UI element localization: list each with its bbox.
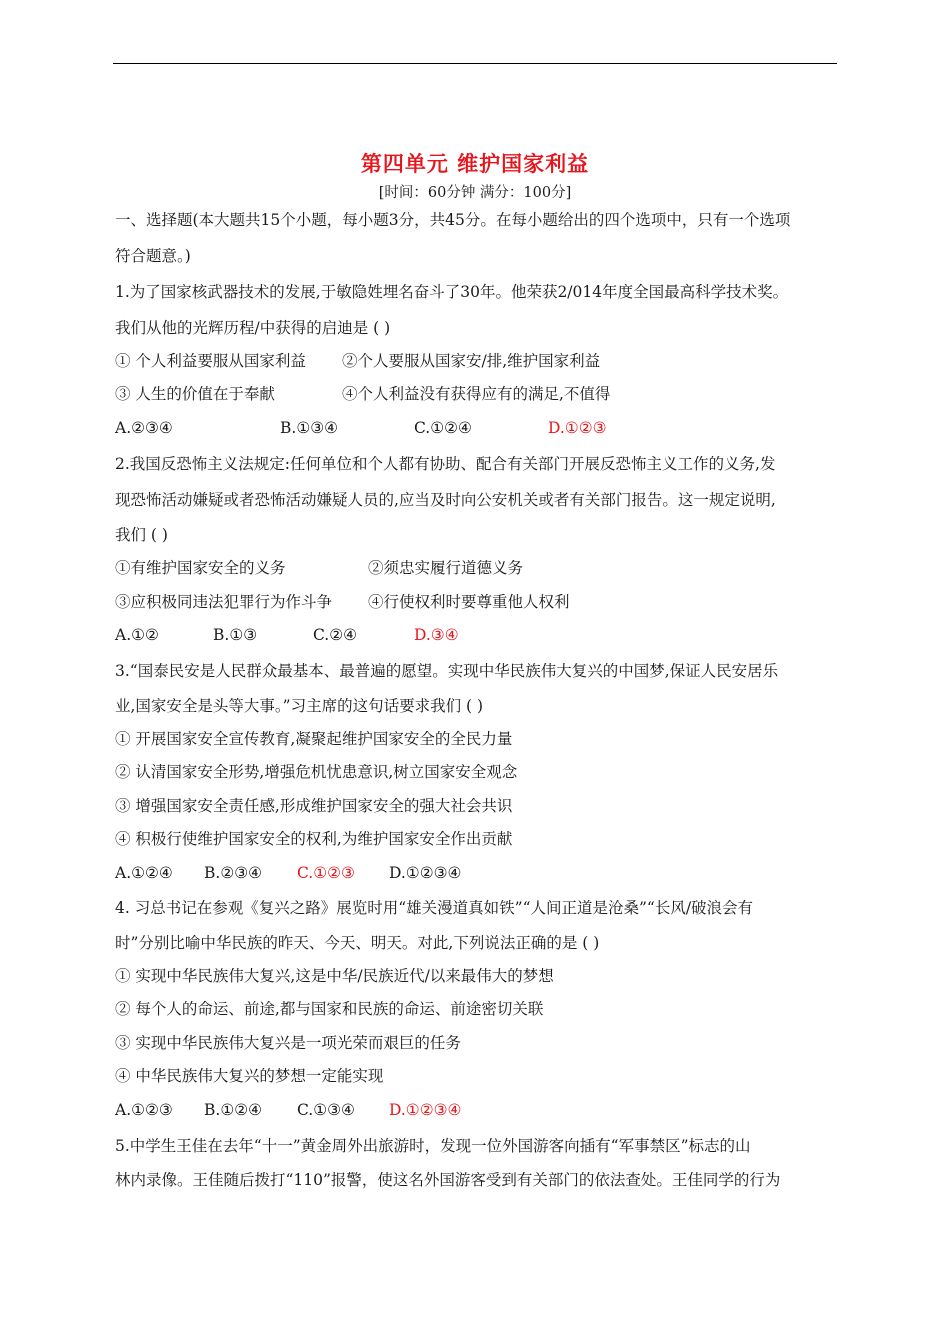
q1-option-b: B.①③④ [280,419,339,437]
q2-statement-4: ④行使权利时要尊重他人权利 [368,593,570,611]
page-subtitle: [时间：60分钟 满分：100分] [378,185,572,201]
q2-stem: 2.我国反恐怖主义法规定:任何单位和个人都有协助、配合有关部门开展反恐怖主义工作的义务,发 [115,455,776,473]
q4-statement-4: ④ 中华民族伟大复兴的梦想一定能实现 [115,1067,384,1085]
q1-option-c: C.①②④ [414,419,472,437]
q3-option-d: D.①②③④ [389,864,462,882]
q2-statement-1: ①有维护国家安全的义务 [115,559,286,577]
q4-stem: 4. 习总书记在参观《复兴之路》展览时用“雄关漫道真如铁”“人间正道是沧桑”“长风/破浪会有 [115,899,754,917]
q4-stem-cont: 时”分别比喻中华民族的昨天、今天、明天。对此,下列说法正确的是 ( ) [115,934,600,952]
q1-statement-1: ① 个人利益要服从国家利益 [115,352,306,370]
q1-stem: 1.为了国家核武器技术的发展,于敏隐姓埋名奋斗了30年。他荣获2/014年度全国最高科学技术奖。 [115,283,789,301]
q2-option-d-answer: D.③④ [414,626,459,644]
q2-option-b: B.①③ [213,626,258,644]
q4-option-a: A.①②③ [115,1101,173,1119]
q3-option-c-answer: C.①②③ [297,864,355,882]
q3-statement-4: ④ 积极行使维护国家安全的权利,为维护国家安全作出贡献 [115,830,513,848]
q3-statement-2: ② 认清国家安全形势,增强危机忧患意识,树立国家安全观念 [115,763,518,781]
header-rule [113,63,837,64]
q1-stem-cont: 我们从他的光辉历程/中获得的启迪是 ( ) [115,319,391,337]
q4-option-d-answer: D.①②③④ [389,1101,462,1119]
q1-option-a: A.②③④ [115,419,173,437]
q1-statement-4: ④个人利益没有获得应有的满足,不值得 [342,385,611,403]
q3-statement-1: ① 开展国家安全宣传教育,凝聚起维护国家安全的全民力量 [115,730,513,748]
section-heading: 一、选择题(本大题共15个小题，每小题3分，共45分。在每小题给出的四个选项中，只有一个选项 [115,211,791,229]
q3-statement-3: ③ 增强国家安全责任感,形成维护国家安全的强大社会共识 [115,797,513,815]
section-heading-cont: 符合题意。) [115,247,191,265]
q3-stem: 3.“国泰民安是人民群众最基本、最普遍的愿望。实现中华民族伟大复兴的中国梦,保证人民安居乐 [115,662,779,680]
q4-statement-1: ① 实现中华民族伟大复兴,这是中华/民族近代/以来最伟大的梦想 [115,967,554,985]
q3-option-a: A.①②④ [115,864,173,882]
q1-statement-2: ②个人要服从国家安/排,维护国家利益 [342,352,601,370]
page-title: 第四单元 维护国家利益 [360,152,590,176]
q2-statement-2: ②须忠实履行道德义务 [368,559,524,577]
q5-stem: 5.中学生王佳在去年“十一”黄金周外出旅游时，发现一位外国游客向插有“军事禁区”标志的山 [115,1137,751,1155]
q3-stem-cont: 业,国家安全是头等大事。”习主席的这句话要求我们 ( ) [115,697,484,715]
q2-statement-3: ③应积极同违法犯罪行为作斗争 [115,593,333,611]
q1-statement-3: ③ 人生的价值在于奉献 [115,385,275,403]
q4-option-b: B.①②④ [204,1101,263,1119]
q2-stem-cont-2: 我们 ( ) [115,526,168,544]
q1-option-d-answer: D.①②③ [548,419,607,437]
q4-option-c: C.①③④ [297,1101,355,1119]
q4-statement-3: ③ 实现中华民族伟大复兴是一项光荣而艰巨的任务 [115,1034,461,1052]
q2-option-c: C.②④ [313,626,358,644]
q4-statement-2: ② 每个人的命运、前途,都与国家和民族的命运、前途密切关联 [115,1000,544,1018]
q2-option-a: A.①② [115,626,159,644]
q3-option-b: B.②③④ [204,864,263,882]
q5-stem-cont: 林内录像。王佳随后拨打“110”报警，使这名外国游客受到有关部门的依法查处。王佳同学的行为 [115,1171,781,1189]
q2-stem-cont: 现恐怖活动嫌疑或者恐怖活动嫌疑人员的,应当及时向公安机关或者有关部门报告。这一规定说明, [115,491,776,509]
